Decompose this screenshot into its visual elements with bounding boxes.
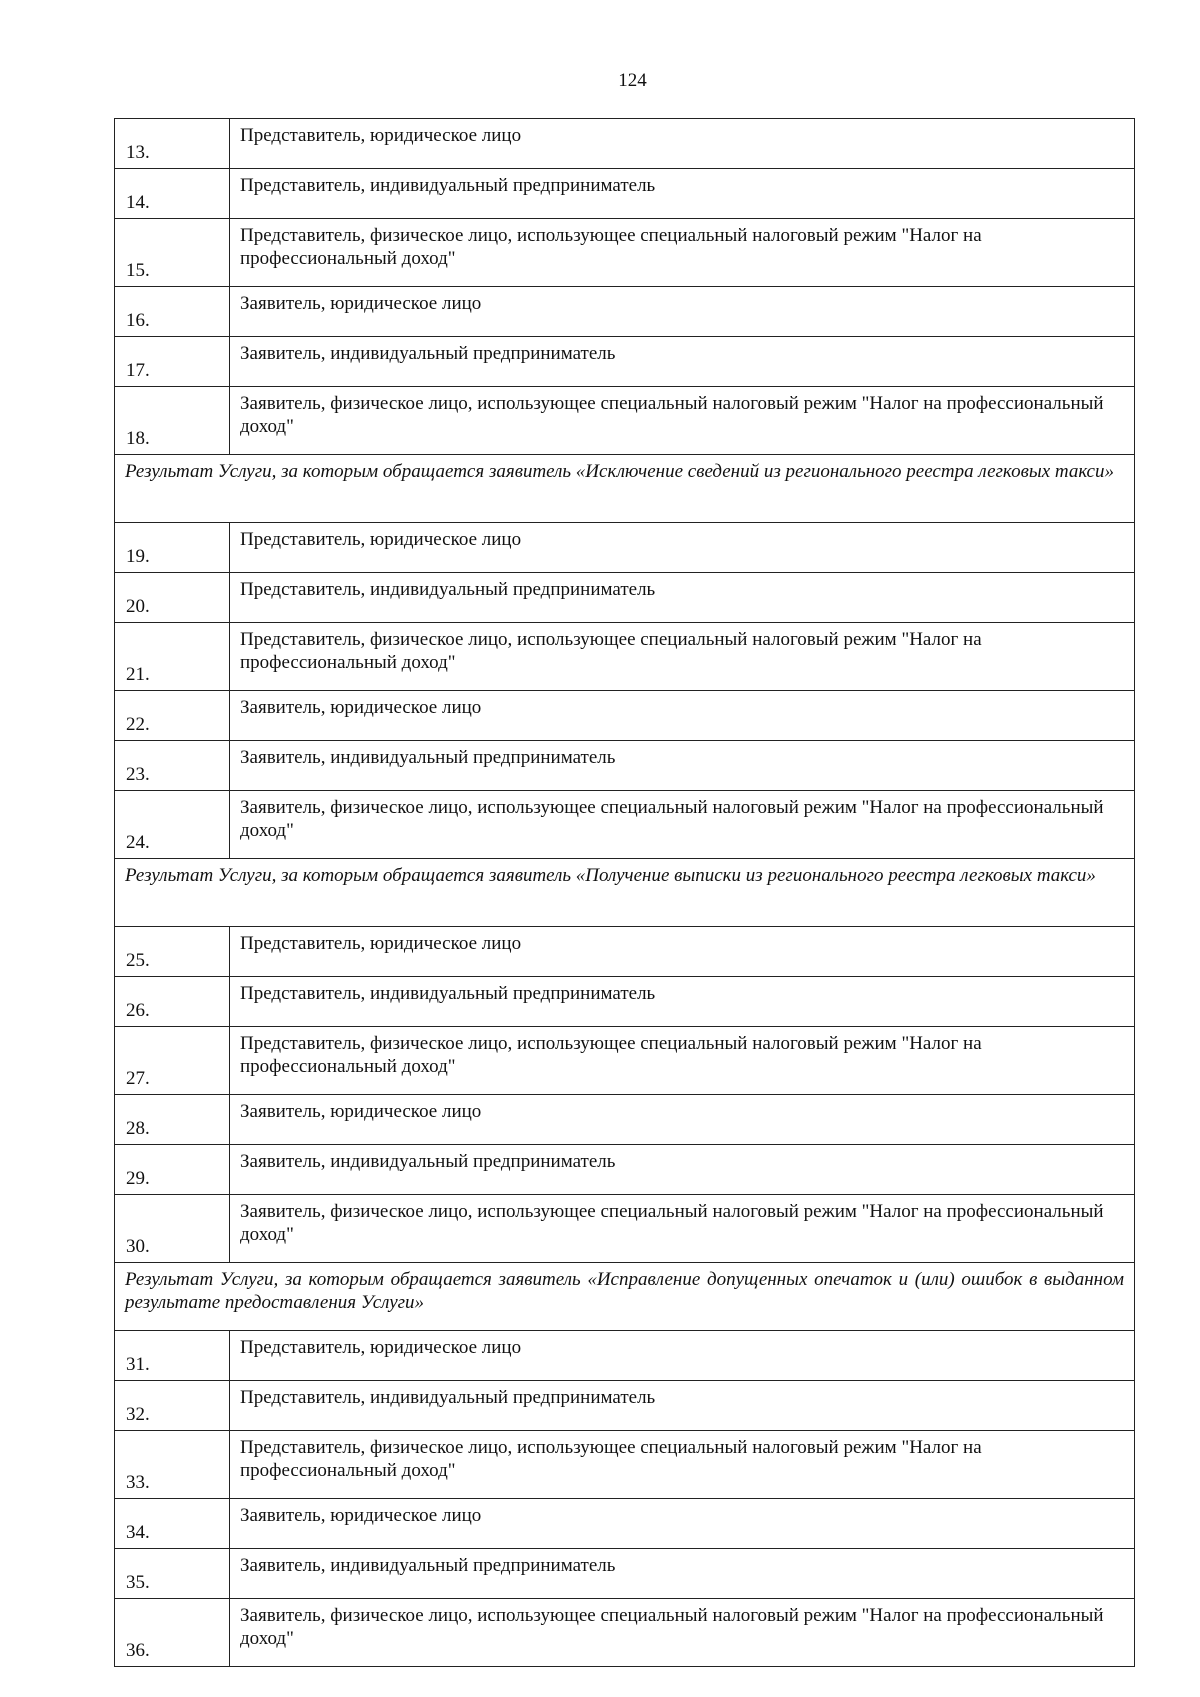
applicant-description: Заявитель, физическое лицо, использующее специальный налоговый режим "Налог на профессиональный доход" [230, 791, 1135, 859]
table-row [115, 1027, 1135, 1095]
row-number: 36. [126, 1640, 150, 1661]
applicant-description: Представитель, индивидуальный предприниматель [230, 573, 1135, 623]
row-number: 30. [126, 1236, 150, 1257]
table-row [115, 1381, 1135, 1431]
applicant-description: Заявитель, физическое лицо, использующее специальный налоговый режим "Налог на профессиональный доход" [230, 1195, 1135, 1263]
table-row [115, 1145, 1135, 1195]
row-number: 25. [126, 950, 150, 971]
row-number-cell [115, 1095, 230, 1145]
row-number-cell [115, 337, 230, 387]
table-row [115, 337, 1135, 387]
row-number: 26. [126, 1000, 150, 1021]
applicant-description: Заявитель, юридическое лицо [230, 1499, 1135, 1549]
row-number-cell [115, 219, 230, 287]
applicant-variants-table [114, 118, 1135, 1667]
row-number-cell [115, 1195, 230, 1263]
row-number: 34. [126, 1522, 150, 1543]
table-row [115, 1549, 1135, 1599]
row-number: 20. [126, 596, 150, 617]
applicant-description: Представитель, индивидуальный предприниматель [230, 169, 1135, 219]
row-number: 15. [126, 260, 150, 281]
row-number: 18. [126, 428, 150, 449]
row-number-cell [115, 791, 230, 859]
applicant-description: Заявитель, индивидуальный предприниматель [230, 1145, 1135, 1195]
row-number-cell [115, 1331, 230, 1381]
table-row [115, 169, 1135, 219]
table-row [115, 119, 1135, 169]
applicant-description: Представитель, индивидуальный предприниматель [230, 977, 1135, 1027]
row-number: 27. [126, 1068, 150, 1089]
table-row [115, 573, 1135, 623]
applicant-description: Представитель, юридическое лицо [230, 1331, 1135, 1381]
row-number-cell [115, 977, 230, 1027]
table-row [115, 1331, 1135, 1381]
row-number-cell [115, 741, 230, 791]
section-header-row [115, 859, 1135, 927]
row-number: 24. [126, 832, 150, 853]
applicant-description: Заявитель, индивидуальный предприниматель [230, 1549, 1135, 1599]
applicant-description: Заявитель, юридическое лицо [230, 287, 1135, 337]
applicant-description: Заявитель, индивидуальный предприниматель [230, 741, 1135, 791]
applicant-description: Заявитель, физическое лицо, использующее специальный налоговый режим "Налог на профессиональный доход" [230, 387, 1135, 455]
table-row [115, 927, 1135, 977]
row-number-cell [115, 1499, 230, 1549]
row-number-cell [115, 623, 230, 691]
section-title: Результат Услуги, за которым обращается заявитель «Исключение сведений из регионального реестра легковых такси» [115, 455, 1135, 523]
table-row [115, 219, 1135, 287]
section-header-row [115, 455, 1135, 523]
row-number-cell [115, 573, 230, 623]
row-number-cell [115, 169, 230, 219]
applicant-description: Представитель, физическое лицо, использующее специальный налоговый режим "Налог на профессиональный доход" [230, 623, 1135, 691]
row-number: 31. [126, 1354, 150, 1375]
row-number-cell [115, 523, 230, 573]
applicant-description: Заявитель, индивидуальный предприниматель [230, 337, 1135, 387]
table-row [115, 1195, 1135, 1263]
row-number: 19. [126, 546, 150, 567]
applicant-description: Заявитель, юридическое лицо [230, 1095, 1135, 1145]
row-number-cell [115, 691, 230, 741]
row-number: 28. [126, 1118, 150, 1139]
applicant-description: Представитель, юридическое лицо [230, 927, 1135, 977]
applicant-description: Представитель, юридическое лицо [230, 119, 1135, 169]
page-number: 124 [618, 70, 647, 91]
row-number-cell [115, 1145, 230, 1195]
table-row [115, 1431, 1135, 1499]
table-row [115, 741, 1135, 791]
applicant-description: Представитель, юридическое лицо [230, 523, 1135, 573]
table-row [115, 791, 1135, 859]
row-number-cell [115, 387, 230, 455]
row-number: 17. [126, 360, 150, 381]
section-title: Результат Услуги, за которым обращается заявитель «Исправление допущенных опечаток и (или) ошибок в выданном результате предоставления Услуги» [115, 1263, 1135, 1331]
applicant-description: Заявитель, юридическое лицо [230, 691, 1135, 741]
table-row [115, 1095, 1135, 1145]
row-number: 22. [126, 714, 150, 735]
row-number: 23. [126, 764, 150, 785]
row-number-cell [115, 1549, 230, 1599]
row-number: 14. [126, 192, 150, 213]
table-row [115, 977, 1135, 1027]
table-row [115, 691, 1135, 741]
row-number-cell [115, 1599, 230, 1667]
row-number-cell [115, 119, 230, 169]
applicant-description: Представитель, индивидуальный предприниматель [230, 1381, 1135, 1431]
table-row [115, 1499, 1135, 1549]
row-number: 33. [126, 1472, 150, 1493]
row-number: 32. [126, 1404, 150, 1425]
applicant-description: Заявитель, физическое лицо, использующее специальный налоговый режим "Налог на профессиональный доход" [230, 1599, 1135, 1667]
row-number-cell [115, 1431, 230, 1499]
row-number-cell [115, 927, 230, 977]
table-row [115, 1599, 1135, 1667]
table-row [115, 287, 1135, 337]
row-number: 21. [126, 664, 150, 685]
table-row [115, 523, 1135, 573]
section-title: Результат Услуги, за которым обращается заявитель «Получение выписки из регионального реестра легковых такси» [115, 859, 1135, 927]
row-number-cell [115, 287, 230, 337]
applicant-description: Представитель, физическое лицо, использующее специальный налоговый режим "Налог на профессиональный доход" [230, 1027, 1135, 1095]
section-header-row [115, 1263, 1135, 1331]
row-number: 13. [126, 142, 150, 163]
applicant-description: Представитель, физическое лицо, использующее специальный налоговый режим "Налог на профессиональный доход" [230, 219, 1135, 287]
table-row [115, 623, 1135, 691]
row-number-cell [115, 1027, 230, 1095]
row-number: 29. [126, 1168, 150, 1189]
applicant-description: Представитель, физическое лицо, использующее специальный налоговый режим "Налог на профессиональный доход" [230, 1431, 1135, 1499]
row-number: 35. [126, 1572, 150, 1593]
row-number-cell [115, 1381, 230, 1431]
table-body [115, 119, 1135, 1667]
table-row [115, 387, 1135, 455]
row-number: 16. [126, 310, 150, 331]
